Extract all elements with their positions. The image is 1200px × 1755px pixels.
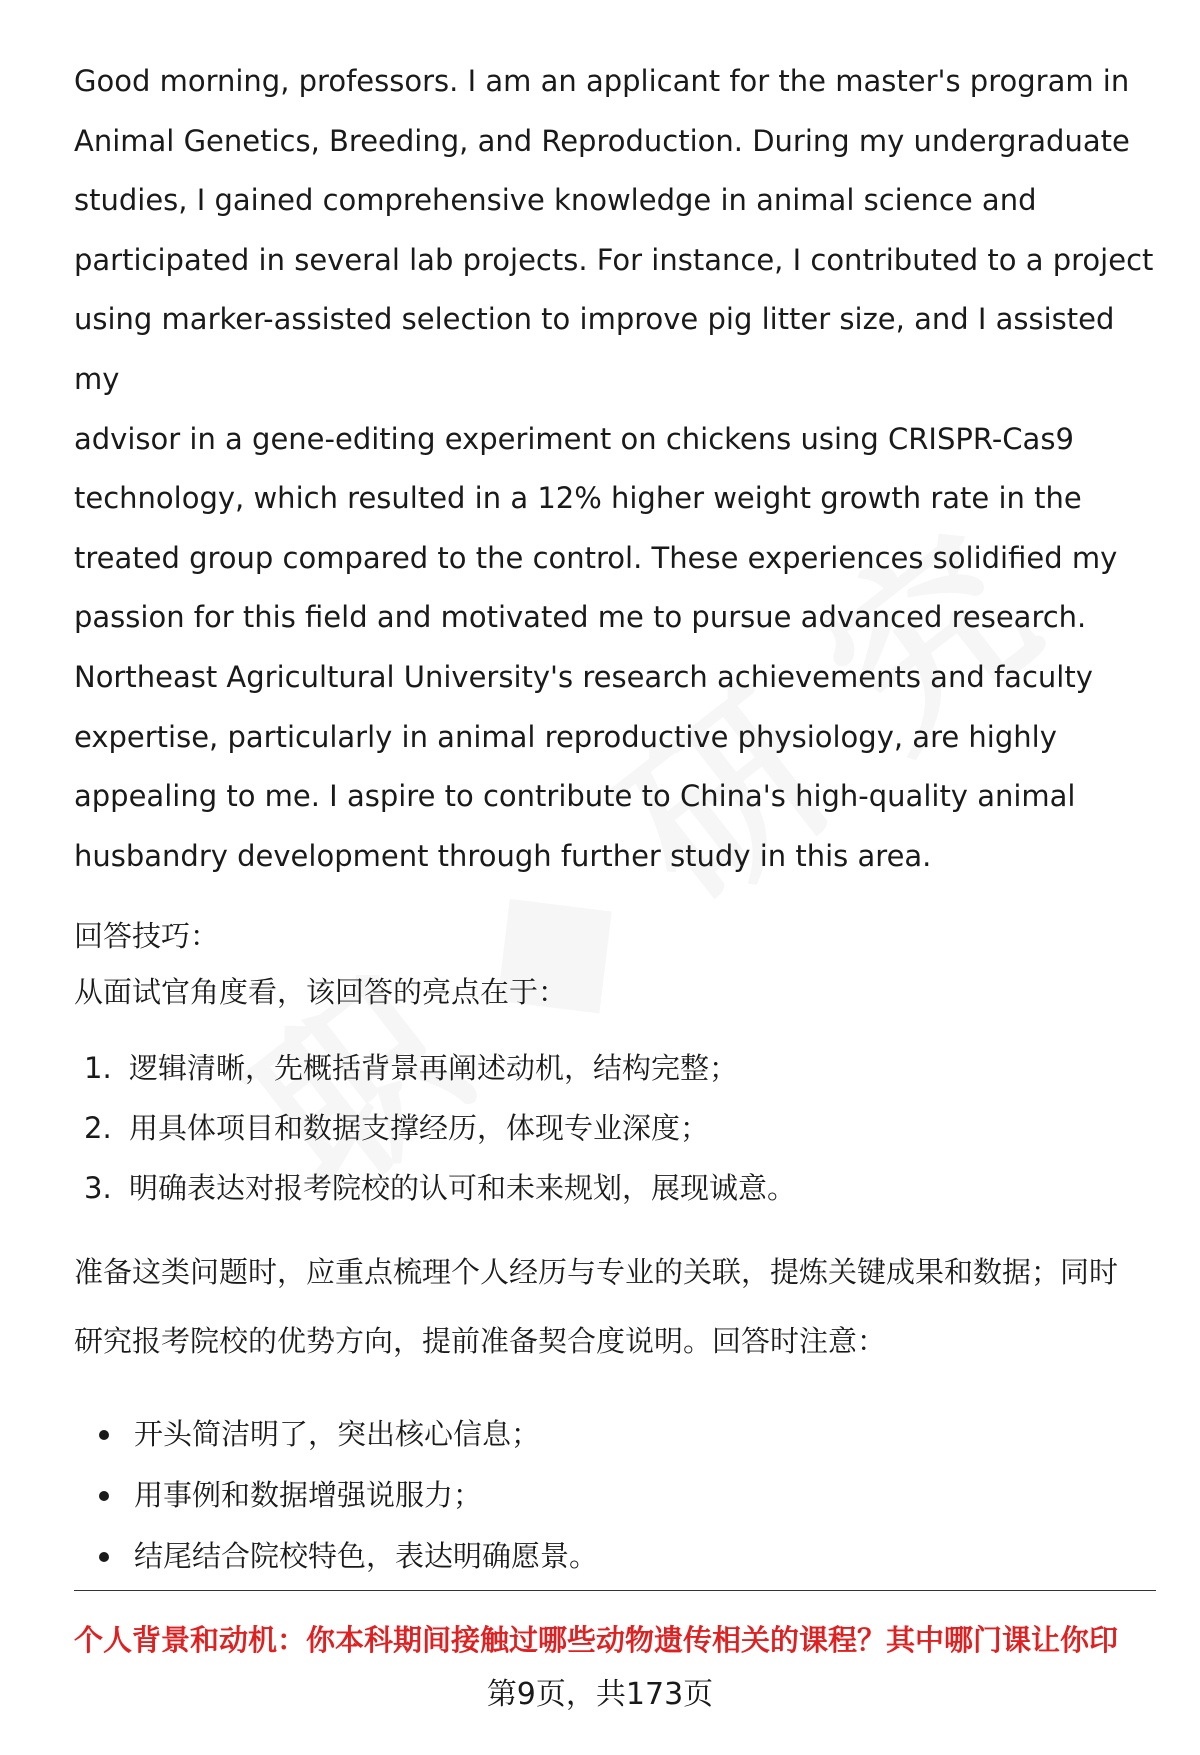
list-item bbox=[74, 1526, 1154, 1587]
page-content bbox=[74, 52, 1154, 1587]
list-number: 3. bbox=[84, 1171, 112, 1206]
answer-line: passion for this field and motivated me to pursue advanced research. bbox=[74, 600, 1087, 635]
list-item-text: 明确表达对报考院校的认可和未来规划，展现诚意。 bbox=[129, 1171, 797, 1206]
list-item bbox=[74, 1158, 1154, 1218]
tips-heading: 回答技巧： bbox=[74, 919, 220, 954]
answer-paragraph bbox=[74, 52, 1154, 886]
bullet-icon bbox=[99, 1491, 109, 1501]
list-number: 2. bbox=[84, 1111, 112, 1146]
answer-line: Good morning, professors. I am an applicant for the master's program in bbox=[74, 64, 1130, 98]
answer-line: expertise, particularly in animal reproductive physiology, are highly bbox=[74, 719, 1057, 754]
list-item-text: 逻辑清晰，先概括背景再阐述动机，结构完整； bbox=[129, 1051, 739, 1086]
notes-list bbox=[74, 1404, 1154, 1587]
advice-line: 准备这类问题时，应重点梳理个人经历与专业的关联，提炼关键成果和数据；同时 bbox=[74, 1255, 1119, 1290]
list-item bbox=[74, 1404, 1154, 1465]
list-item bbox=[74, 1098, 1154, 1158]
answer-line: advisor in a gene-editing experiment on chickens using CRISPR-Cas9 bbox=[74, 421, 1074, 456]
answer-line: Animal Genetics, Breeding, and Reproduction. During my undergraduate bbox=[74, 123, 1130, 158]
bullet-icon bbox=[99, 1552, 109, 1562]
next-question-heading: 个人背景和动机：你本科期间接触过哪些动物遗传相关的课程？其中哪门课让你印 bbox=[74, 1623, 1119, 1657]
list-item-text: 用具体项目和数据支撑经历，体现专业深度； bbox=[129, 1111, 710, 1146]
list-number: 1. bbox=[84, 1051, 112, 1086]
answer-line: technology, which resulted in a 12% higher weight growth rate in the bbox=[74, 481, 1082, 516]
answer-line: treated group compared to the control. These experiences solidified my bbox=[74, 540, 1118, 575]
tips-lead: 从面试官角度看，该回答的亮点在于： bbox=[74, 975, 568, 1010]
advice-line: 研究报考院校的优势方向，提前准备契合度说明。回答时注意： bbox=[74, 1324, 887, 1359]
page-number: 第9页，共173页 bbox=[486, 1677, 714, 1712]
answer-line: using marker-assisted selection to improve pig litter size, and I assisted my bbox=[74, 302, 1115, 396]
list-item-text: 用事例和数据增强说服力； bbox=[134, 1478, 483, 1513]
list-item-text: 结尾结合院校特色，表达明确愿景。 bbox=[134, 1539, 599, 1574]
answer-line: husbandry development through further study in this area. bbox=[74, 838, 932, 873]
answer-line: Northeast Agricultural University's research achievements and faculty bbox=[74, 659, 1093, 694]
highlight-list bbox=[74, 1038, 1154, 1218]
bullet-icon bbox=[99, 1430, 109, 1440]
list-item-text: 开头简洁明了，突出核心信息； bbox=[134, 1417, 541, 1452]
list-item bbox=[74, 1038, 1154, 1098]
advice-paragraph bbox=[74, 1238, 1154, 1376]
answer-line: appealing to me. I aspire to contribute to China's high-quality animal bbox=[74, 779, 1076, 814]
answer-line: studies, I gained comprehensive knowledge in animal science and bbox=[74, 183, 1037, 218]
answer-line: participated in several lab projects. For instance, I contributed to a project bbox=[74, 242, 1154, 277]
list-item bbox=[74, 1465, 1154, 1526]
section-divider bbox=[74, 1590, 1156, 1591]
